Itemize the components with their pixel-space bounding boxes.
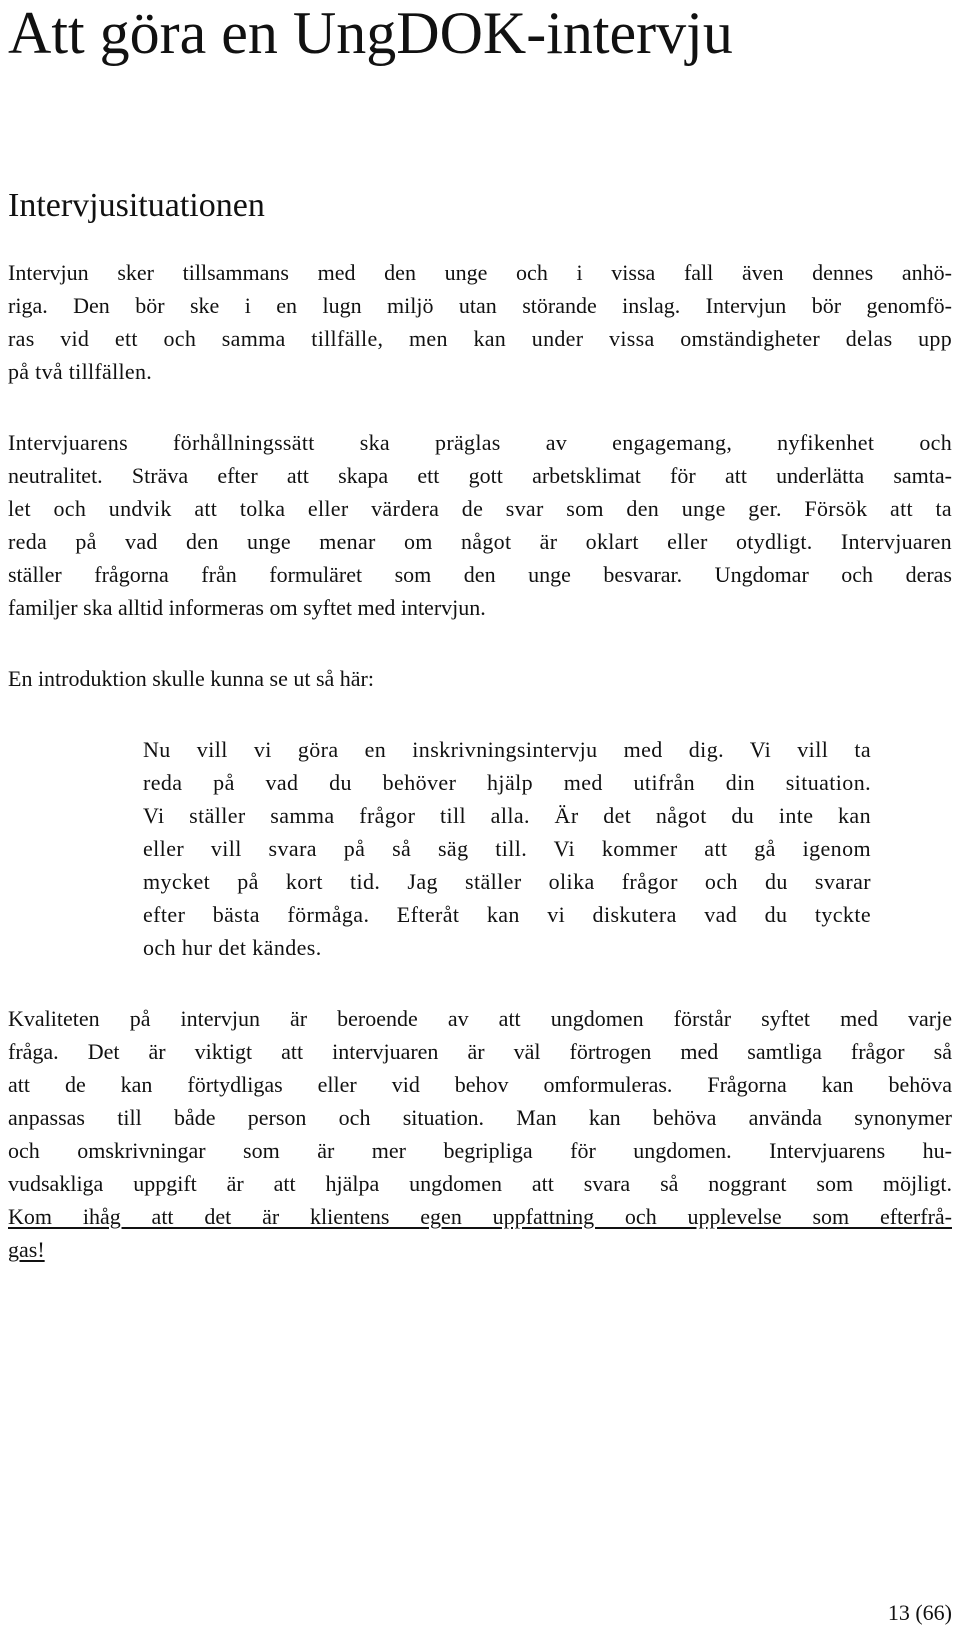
quote-line: eller vill svara på så säg till. Vi kommer att gå igenom	[143, 836, 871, 861]
quote-line: Vi ställer samma frågor till alla. Är det något du inte kan	[143, 803, 871, 828]
paragraph-line: let och undvik att tolka eller värdera de svar som den unge ger. Försök att ta	[8, 496, 952, 521]
paragraph-line: anpassas till både person och situation. Man kan behöva använda synonymer	[8, 1105, 952, 1130]
paragraph-line: ställer frågorna från formuläret som den unge besvarar. Ungdomar och deras	[8, 562, 952, 587]
intro-line: En introduktion skulle kunna se ut så här:	[8, 666, 374, 691]
paragraph-line: och omskrivningar som är mer begripliga för ungdomen. Intervjuarens hu-	[8, 1138, 952, 1163]
paragraph-line: ras vid ett och samma tillfälle, men kan under vissa omständigheter delas upp	[8, 326, 952, 351]
emphasis-line: gas!	[8, 1237, 45, 1262]
paragraph-line: reda på vad den unge menar om något är oklart eller otydligt. Intervjuaren	[8, 529, 952, 554]
quote-line: och hur det kändes.	[143, 935, 322, 960]
paragraph-line: vudsakliga uppgift är att hjälpa ungdomen att svara så noggrant som möjligt.	[8, 1171, 952, 1196]
paragraph-line: riga. Den bör ske i en lugn miljö utan störande inslag. Intervjun bör genomfö-	[8, 293, 952, 318]
emphasis-line: Kom ihåg att det är klientens egen uppfattning och upplevelse som efterfrå-	[8, 1204, 952, 1229]
section-heading: Intervjusituationen	[8, 187, 265, 224]
paragraph-line: Intervjun sker tillsammans med den unge och i vissa fall även dennes anhö-	[8, 260, 952, 285]
paragraph-line: Kvaliteten på intervjun är beroende av att ungdomen förstår syftet med varje	[8, 1006, 952, 1031]
page-number: 13 (66)	[887, 1600, 952, 1625]
quote-line: reda på vad du behöver hjälp med utifrån din situation.	[143, 770, 871, 795]
paragraph-line: Intervjuarens förhållningssätt ska präglas av engagemang, nyfikenhet och	[8, 430, 952, 455]
paragraph-line: på två tillfällen.	[8, 359, 153, 384]
paragraph-line: familjer ska alltid informeras om syftet med intervjun.	[8, 595, 486, 620]
quote-line: Nu vill vi göra en inskrivningsintervju med dig. Vi vill ta	[143, 737, 871, 762]
quote-line: mycket på kort tid. Jag ställer olika frågor och du svarar	[143, 869, 871, 894]
document-title: Att göra en UngDOK-intervju	[8, 0, 733, 66]
paragraph-line: fråga. Det är viktigt att intervjuaren är väl förtrogen med samtliga frågor så	[8, 1039, 952, 1064]
paragraph-line: att de kan förtydligas eller vid behov omformuleras. Frågorna kan behöva	[8, 1072, 952, 1097]
paragraph-line: neutralitet. Sträva efter att skapa ett gott arbetsklimat för att underlätta samta-	[8, 463, 952, 488]
quote-line: efter bästa förmåga. Efteråt kan vi diskutera vad du tyckte	[143, 902, 871, 927]
